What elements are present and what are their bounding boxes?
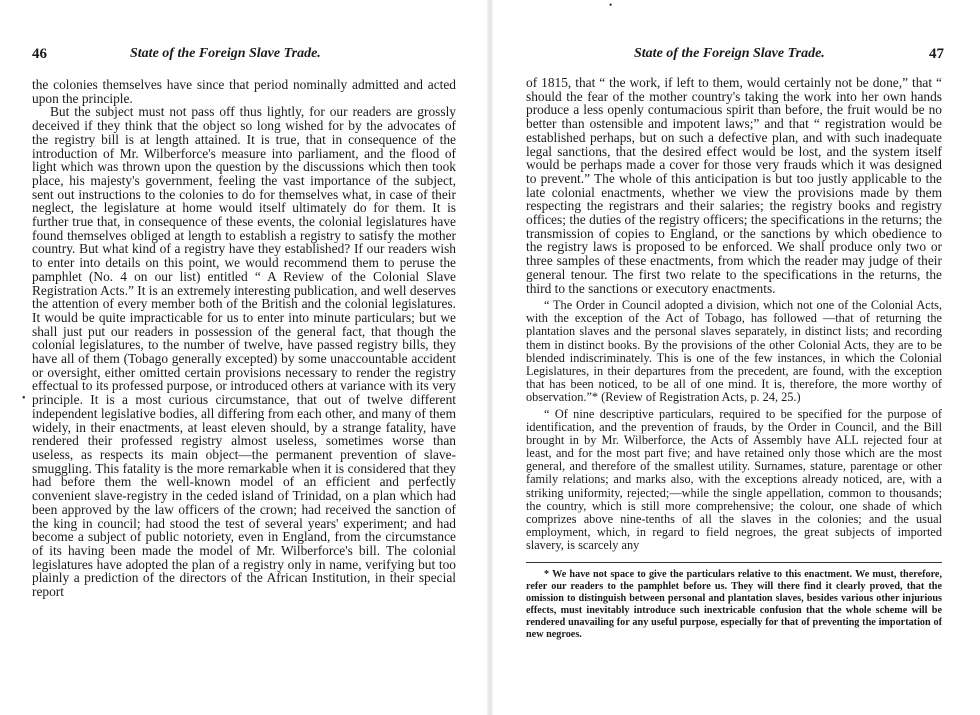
right-page [490, 0, 980, 715]
left-paragraph-2: But the subject must not pass off thus lightly, for our readers are grossly deceived if they think that the object so long wished for by the advocates of the registry bill is at length attained. It is true, that in consequence of the introduction of Mr. Wilberforce's measure into parliament, and the flood of light which was thrown upon the question by the discussions which then took place, his majesty's government, feeling the vast importance of the subject, sent out instructions to the colonies to do for themselves what, in case of their neglect, the legislature at home would itself ultimately do for them. It is further true that, in consequence of these events, the colonial legislatures have found themselves obliged at length to establish a registry to satisfy the mother country. But what kind of a registry have they established? If our readers wish to enter into details on this point, we would recommend them to peruse the pamphlet (No. 4 on our list) entitled “ A Review of the Colonial Slave Registration Acts.” It is an extremely interesting publication, and well deserves the attention of every member both of the British and the colonial legislatures. It would be quite impracticable for us to enter into minute particulars; but we shall just put our readers in possession of the general fact, that though the colonial legislatures, to the number of twelve, have passed registry bills, they have all of them (Tobago generally excepted) by some unaccountable accident or oversight, either omitted certain provisions necessary to render the registry effectual to its professed purpose, or introduced others at variance with its very principle. It is a most curious circumstance, that out of twelve different independent legislative bodies, all differing from each other, and many of them widely, in their enactments, at least eleven should, by a strange fatality, have rendered their professed registry almost useless, sometimes worse than useless, as respects its main object—the permanent prevention of slave-smuggling. This fatality is the more remarkable when it is considered that they had before them the well-known model of an efficient and perfectly convenient slave-registry in the ceded island of Trinidad, on a plan which had been approved by the law officers of the crown; had received the sanction of the king in council; had stood the test of several years' experiment; and had become a subject of public notoriety, even in England, from the circumstance of its having been made the model of Mr. Wilberforce's bill. The colonial legislatures have adopted the plan of a registry only in name, verifying but too plainly a prediction of the directors of the African Institution, in their special report [32, 104, 456, 600]
right-quote-1: “ The Order in Council adopted a division, which not one of the Colonial Acts, with the exception of the Act of Tobago, has followed —that of returning the plantation slaves and the personal slaves separately, in distinct lists; and recording them in distinct books. By the provisions of the other Colonial Acts, they are to be blended indiscriminately. This is one of the few instances, in which the Colonial Legislatures, in their departures from the precedent, are found, with the exception that has been noticed, to be all of one mind. It is, therefore, the more worthy of observation.”* (Review of Registration Acts, p. 24, 25.) [526, 298, 942, 404]
left-paragraph-1: the colonies themselves have since that period nominally admitted and acted upon the principle. [32, 77, 456, 106]
footnote: * We have not space to give the particulars relative to this enactment. We must, therefore, refer our readers to the pamphlet before us. They will there find it clearly proved, that the omission to distinguish between personal and plantation slaves, besides various other injurious effects, must inevitably introduce such inextricable confusion that the whole scheme will be rendered unavailing for any useful purpose, especially for that of preventing the importation of new negroes. [526, 569, 942, 641]
right-body-text [526, 76, 942, 641]
running-head-left: State of the Foreign Slave Trade. [130, 46, 321, 61]
footnote-rule [526, 562, 942, 563]
left-body-text [32, 78, 456, 599]
right-paragraph-1: of 1815, that “ the work, if left to them, would certainly not be done,” that “ should the fear of the mother country's taking the work into her own hands produce a less openly contumacious spirit than before, the fruit would be no better than ostensible and impotent laws;” and that “ registration would be established perhaps, but on such a defective plan, and with such inadequate legal sanctions, that the desired effect would be lost, and the system itself would be perhaps made a cover for those very frauds which it was designed to prevent.” The whole of this anticipation is but too justly applicable to the late colonial enactments, whether we view the provisions made by them respecting the registrars and their salaries; the registry books and registry offices; the duties of the registry officers; the specifications in the returns; the transmission of copies to England, or the sanctions by which obedience to the registry laws is proposed to be enforced. We shall produce only two or three samples of these enactments, from which the reader may judge of their general tenour. The first two relate to the specifications in the returns, the third to the sanctions or executory enactments. [526, 75, 942, 296]
page-number-right: 47 [929, 46, 944, 62]
right-quote-2: “ Of nine descriptive particulars, required to be specified for the purpose of identification, and the prevention of frauds, by the Order in Council, and the Bill brought in by Mr. Wilberforce, the Acts of Assembly have ALL rejected four at least, and for the most part five; and have retained only those which are the most general, and therefore of the smallest utility. Surnames, stature, parentage or other family relations; and marks also, with the exceptions already noticed, are, with a striking uniformity, rejected;—while the single appellation, common to thousands; the country, which is still more comprehensive; the colour, one shade of which comprizes above nine-tenths of all the slaves in the colonies; and the usual employment, which, in regard to field negroes, the great subjects of imported slavery, is scarcely any [526, 407, 942, 552]
running-head-right: State of the Foreign Slave Trade. [634, 46, 825, 61]
page-number-left: 46 [32, 46, 47, 62]
margin-mark: • [22, 393, 26, 404]
top-speck: • [609, 0, 613, 10]
